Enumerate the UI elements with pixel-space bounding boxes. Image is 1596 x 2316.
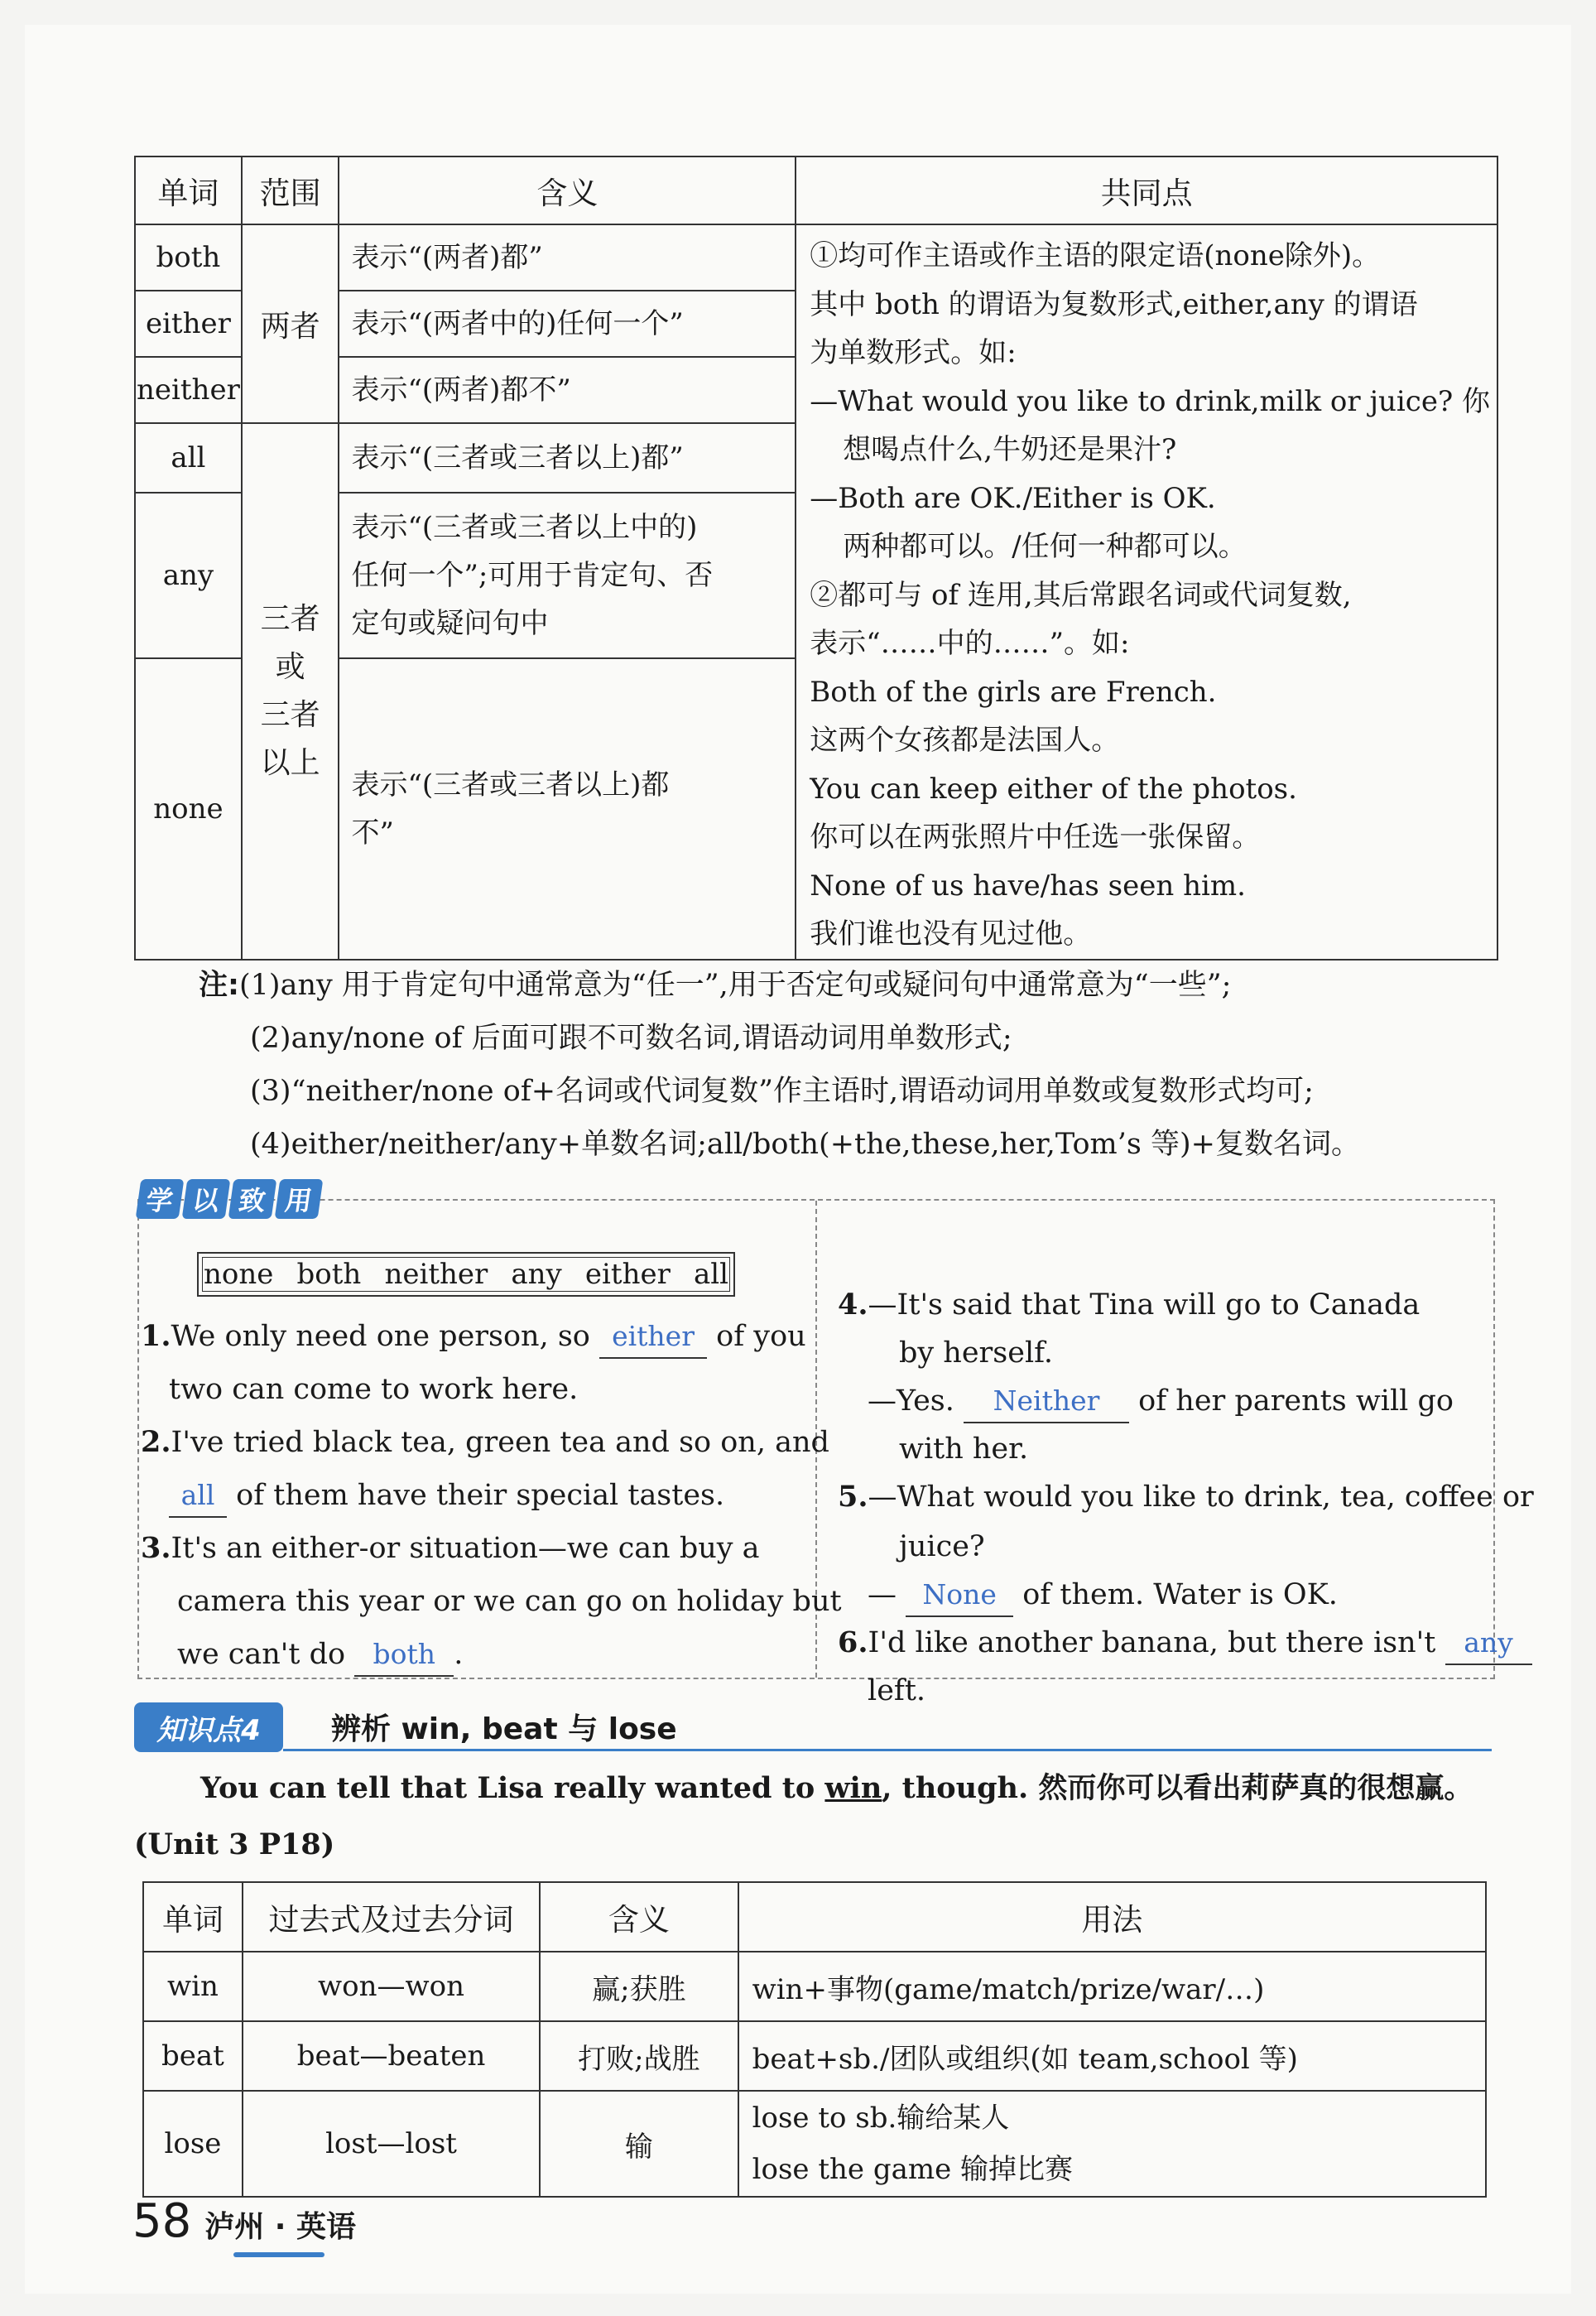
question-text: It's an either-or situation—we can buy a xyxy=(171,1532,760,1565)
range-line: 以上 xyxy=(260,745,320,780)
question-6-cont: left. xyxy=(868,1674,926,1707)
question-number: 2. xyxy=(141,1425,171,1459)
question-5-cont: juice? xyxy=(899,1530,985,1563)
header-common: 共同点 xyxy=(796,156,1497,224)
note-line: (3)“neither/none of+名词或代词复数”作主语时,谓语动词用单数或复数形式均可; xyxy=(250,1075,1314,1108)
header-word: 单词 xyxy=(135,156,242,224)
common-line: 表示“……中的……”。如: xyxy=(810,627,1130,660)
meaning-line: 不” xyxy=(351,816,394,850)
word-cell: any xyxy=(135,493,242,658)
meaning-cell: 赢;获胜 xyxy=(540,1952,738,2021)
question-number: 5. xyxy=(838,1480,868,1514)
word-cell: all xyxy=(135,423,242,493)
common-line: ②都可与 of 连用,其后常跟名词或代词复数, xyxy=(810,578,1352,612)
word-cell: beat xyxy=(143,2021,243,2091)
word-bank-item: both xyxy=(296,1258,362,1291)
note-text: (1)any 用于肯定句中通常意为“任一”,用于否定句或疑问句中通常意为“一些”; xyxy=(239,969,1232,1002)
badge-char: 学 xyxy=(136,1179,185,1219)
common-points-cell xyxy=(796,224,1497,960)
note-line: (2)any/none of 后面可跟不可数名词,谓语动词用单数形式; xyxy=(250,1022,1012,1055)
question-1 xyxy=(141,1310,806,1363)
common-line: Both of the girls are French. xyxy=(810,675,1217,709)
badge-char: 以 xyxy=(182,1179,231,1219)
common-line: You can keep either of the photos. xyxy=(810,772,1297,806)
section-title: 辨析 win, beat 与 lose xyxy=(331,1712,677,1746)
common-line: 其中 both 的谓语为复数形式,either,any 的谓语 xyxy=(810,287,1418,321)
sentence-part: , though. 然而你可以看出莉萨真的很想赢。 xyxy=(882,1771,1473,1805)
question-6 xyxy=(838,1616,1532,1669)
word-cell: both xyxy=(135,224,242,291)
common-line: 为单数形式。如: xyxy=(810,336,1017,369)
footer-accent-bar xyxy=(233,2252,324,2257)
question-5-cont xyxy=(868,1568,1338,1621)
answer-blank[interactable]: any xyxy=(1445,1622,1532,1665)
question-4-cont: by herself. xyxy=(899,1336,1053,1370)
meaning-cell xyxy=(339,357,796,423)
word-cell: win xyxy=(143,1952,243,2021)
word-bank-item: either xyxy=(584,1258,671,1291)
word-bank xyxy=(197,1252,735,1297)
question-text: of them. Water is OK. xyxy=(1022,1578,1338,1611)
meaning-line: 表示“(三者或三者以上)都 xyxy=(351,768,670,802)
range-line: 三者 xyxy=(260,697,320,732)
usage-cell xyxy=(738,2091,1486,2197)
practice-badge xyxy=(138,1179,320,1219)
question-text: of them have their special tastes. xyxy=(236,1479,725,1512)
question-3-cont: camera this year or we can go on holiday but xyxy=(177,1585,842,1618)
page-number: 58 xyxy=(132,2194,192,2248)
word-cell: none xyxy=(135,658,242,960)
word-bank-item: neither xyxy=(384,1258,488,1291)
knowledge-point-badge: 知识点4 xyxy=(134,1702,283,1752)
win-beat-lose-table xyxy=(142,1881,1487,2198)
question-text: — xyxy=(868,1578,897,1611)
header-usage: 用法 xyxy=(738,1882,1486,1952)
range-line: 三者 xyxy=(260,601,320,636)
determiner-table xyxy=(134,156,1498,961)
common-line: 我们谁也没有见过他。 xyxy=(810,917,1092,951)
question-2 xyxy=(141,1416,829,1469)
question-text: of her parents will go xyxy=(1138,1384,1454,1418)
meaning-line: 表示“(两者)都不” xyxy=(351,373,571,407)
common-line: 这两个女孩都是法国人。 xyxy=(810,724,1120,757)
question-text: I'd like another banana, but there isn't xyxy=(868,1626,1436,1659)
question-4-cont: with her. xyxy=(899,1432,1029,1466)
word-cell: neither xyxy=(135,357,242,423)
question-3 xyxy=(141,1522,760,1575)
meaning-line: 定句或疑问句中 xyxy=(351,606,549,640)
answer-blank[interactable]: either xyxy=(599,1316,707,1359)
footer-label: 泸州 · 英语 xyxy=(204,2210,357,2244)
question-number: 4. xyxy=(838,1288,868,1322)
question-text: we can't do xyxy=(177,1638,346,1671)
usage-line: lose to sb.输给某人 xyxy=(752,2102,1010,2135)
question-4 xyxy=(838,1278,1420,1331)
question-text: —It's said that Tina will go to Canada xyxy=(868,1288,1421,1322)
meaning-line: 任何一个”;可用于肯定句、否 xyxy=(351,558,714,592)
usage-cell: beat+sb./团队或组织(如 team,school 等) xyxy=(738,2021,1486,2091)
forms-cell: lost—lost xyxy=(243,2091,540,2197)
question-1-cont: two can come to work here. xyxy=(169,1373,579,1406)
answer-blank[interactable]: both xyxy=(354,1634,454,1677)
meaning-cell xyxy=(339,224,796,291)
word-bank-item: all xyxy=(693,1258,728,1291)
sentence-keyword: win xyxy=(824,1771,882,1805)
header-meaning: 含义 xyxy=(540,1882,738,1952)
word-cell: lose xyxy=(143,2091,243,2197)
usage-cell: win+事物(game/match/prize/war/…) xyxy=(738,1952,1486,2021)
question-text: of you xyxy=(716,1320,806,1353)
question-number: 1. xyxy=(141,1319,171,1353)
header-forms: 过去式及过去分词 xyxy=(243,1882,540,1952)
word-bank-item: any xyxy=(511,1258,562,1291)
common-line: 两种都可以。/任何一种都可以。 xyxy=(843,530,1247,563)
answer-blank[interactable]: None xyxy=(906,1574,1013,1617)
practice-box xyxy=(137,1199,1534,1707)
common-line: ①均可作主语或作主语的限定语(none除外)。 xyxy=(810,239,1381,272)
question-3-cont xyxy=(177,1628,463,1681)
answer-blank[interactable]: all xyxy=(169,1475,227,1518)
meaning-line: 表示“(两者)都” xyxy=(351,241,543,274)
question-text: —What would you like to drink, tea, coffee or xyxy=(868,1481,1534,1514)
header-word: 单词 xyxy=(143,1882,243,1952)
example-sentence xyxy=(200,1762,1473,1815)
page-footer xyxy=(132,2194,356,2248)
note-line xyxy=(199,959,1360,1012)
question-text: We only need one person, so xyxy=(171,1320,590,1353)
answer-blank[interactable]: Neither xyxy=(964,1380,1129,1423)
range-three xyxy=(242,423,339,960)
question-4-cont xyxy=(868,1375,1454,1428)
meaning-line: 表示“(三者或三者以上中的) xyxy=(351,510,698,544)
question-text: —Yes. xyxy=(868,1384,954,1418)
sentence-part: You can tell that Lisa really wanted to xyxy=(200,1771,825,1805)
question-number: 6. xyxy=(838,1625,868,1659)
badge-char: 致 xyxy=(228,1179,277,1219)
common-line: —What would you like to drink,milk or juice? 你 xyxy=(810,384,1490,418)
common-line: —Both are OK./Either is OK. xyxy=(810,481,1216,515)
common-line: 想喝点什么,牛奶还是果汁? xyxy=(843,433,1177,466)
range-two: 两者 xyxy=(242,224,339,423)
common-line: 你可以在两张照片中任选一张保留。 xyxy=(810,821,1261,854)
common-line: None of us have/has seen him. xyxy=(810,869,1246,903)
meaning-cell: 打败;战胜 xyxy=(540,2021,738,2091)
question-5 xyxy=(838,1471,1534,1524)
forms-cell: beat—beaten xyxy=(243,2021,540,2091)
meaning-cell xyxy=(339,658,796,960)
meaning-cell: 输 xyxy=(540,2091,738,2197)
range-line: 或 xyxy=(275,649,305,684)
word-cell: either xyxy=(135,291,242,357)
section-rule xyxy=(283,1749,1492,1751)
question-text: I've tried black tea, green tea and so on, and xyxy=(171,1426,829,1459)
header-meaning: 含义 xyxy=(339,156,796,224)
question-number: 3. xyxy=(141,1531,171,1565)
meaning-cell xyxy=(339,423,796,493)
badge-char: 用 xyxy=(275,1179,324,1219)
meaning-line: 表示“(三者或三者以上)都” xyxy=(351,441,684,474)
question-text: . xyxy=(454,1638,464,1671)
usage-line: lose the game 输掉比赛 xyxy=(752,2153,1074,2186)
unit-reference: (Unit 3 P18) xyxy=(134,1827,335,1861)
notes xyxy=(199,959,1360,1171)
question-2-cont xyxy=(169,1469,724,1522)
note-label: 注: xyxy=(199,969,239,1002)
forms-cell: won—won xyxy=(243,1952,540,2021)
note-line: (4)either/neither/any+单数名词;all/both(+the,these,her,Tom’s 等)+复数名词。 xyxy=(250,1128,1360,1161)
word-bank-item: none xyxy=(204,1258,274,1291)
meaning-cell xyxy=(339,291,796,357)
meaning-line: 表示“(两者中的)任何一个” xyxy=(351,307,684,340)
meaning-cell xyxy=(339,493,796,658)
header-range: 范围 xyxy=(242,156,339,224)
